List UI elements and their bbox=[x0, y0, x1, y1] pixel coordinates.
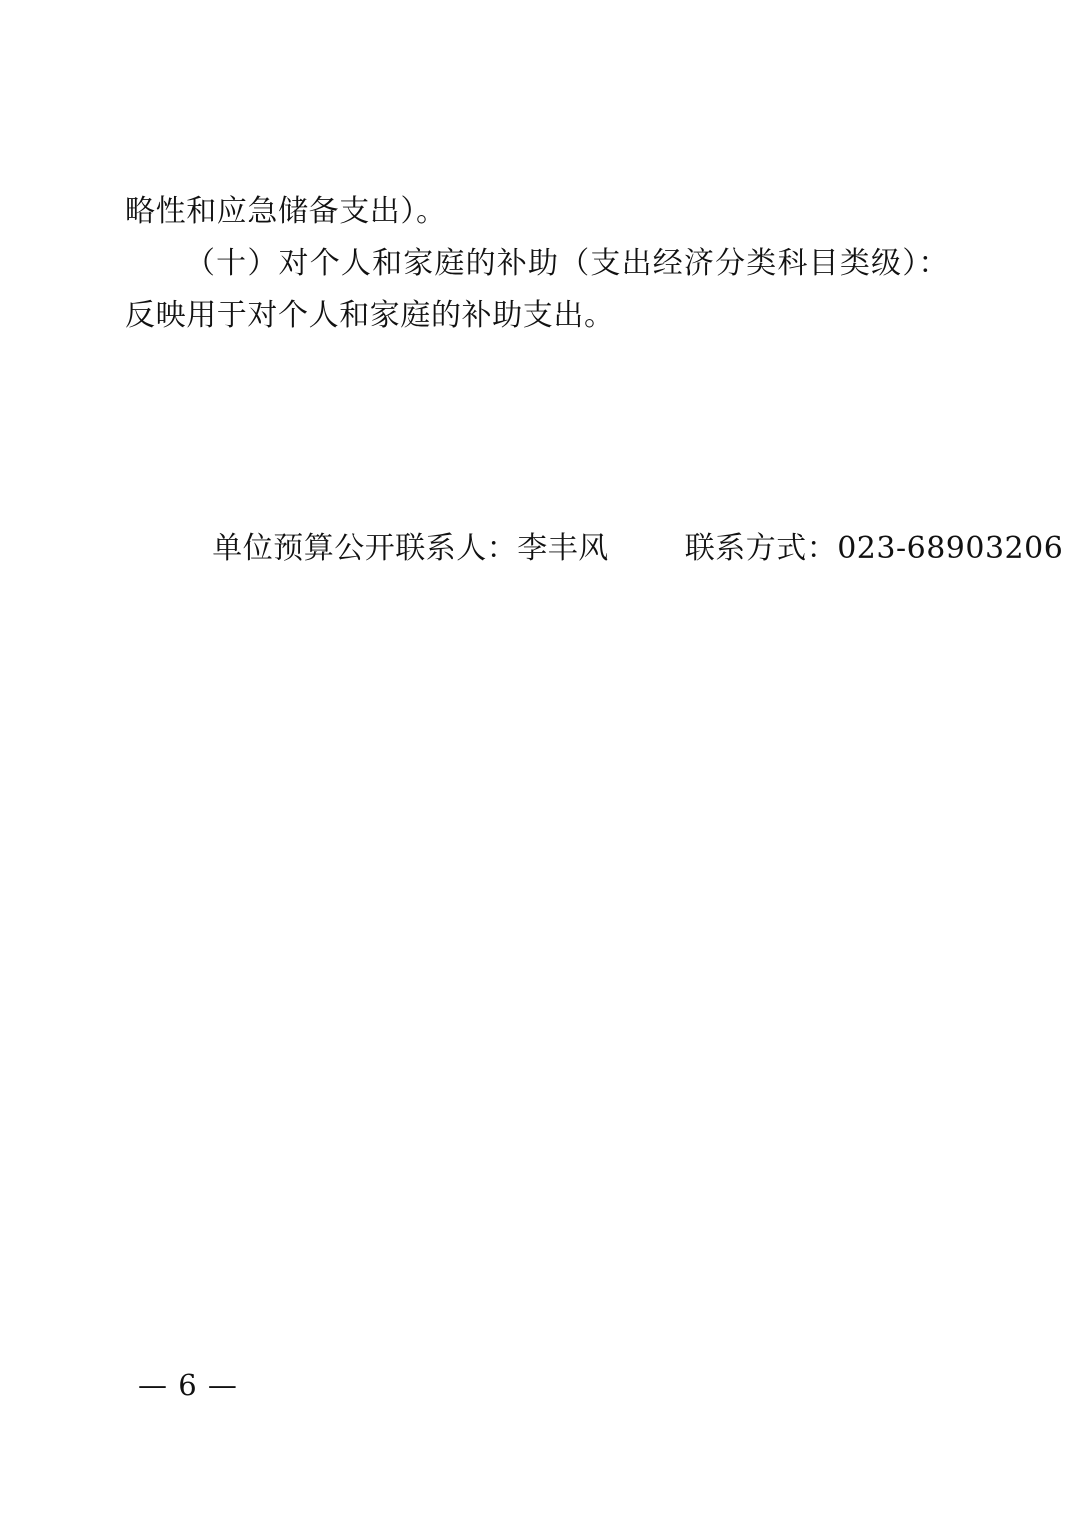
contact-name: 李丰风 bbox=[517, 531, 609, 566]
paragraph-spacer bbox=[125, 342, 949, 480]
contact-phone-number: 023-68903206 bbox=[837, 531, 1064, 566]
paragraph-continuation: 略性和应急储备支出）。 bbox=[125, 194, 447, 229]
contact-label: 单位预算公开联系人： bbox=[212, 531, 518, 566]
document-body bbox=[125, 186, 1064, 618]
contact-line bbox=[125, 480, 1064, 618]
page-number-marker: — 6 — bbox=[138, 1368, 238, 1402]
paragraph-item-ten: （十）对个人和家庭的补助（支出经济分类科目类级）：反映用于对个人和家庭的补助支出。 bbox=[125, 246, 949, 333]
contact-phone-label: 联系方式： bbox=[684, 531, 838, 566]
